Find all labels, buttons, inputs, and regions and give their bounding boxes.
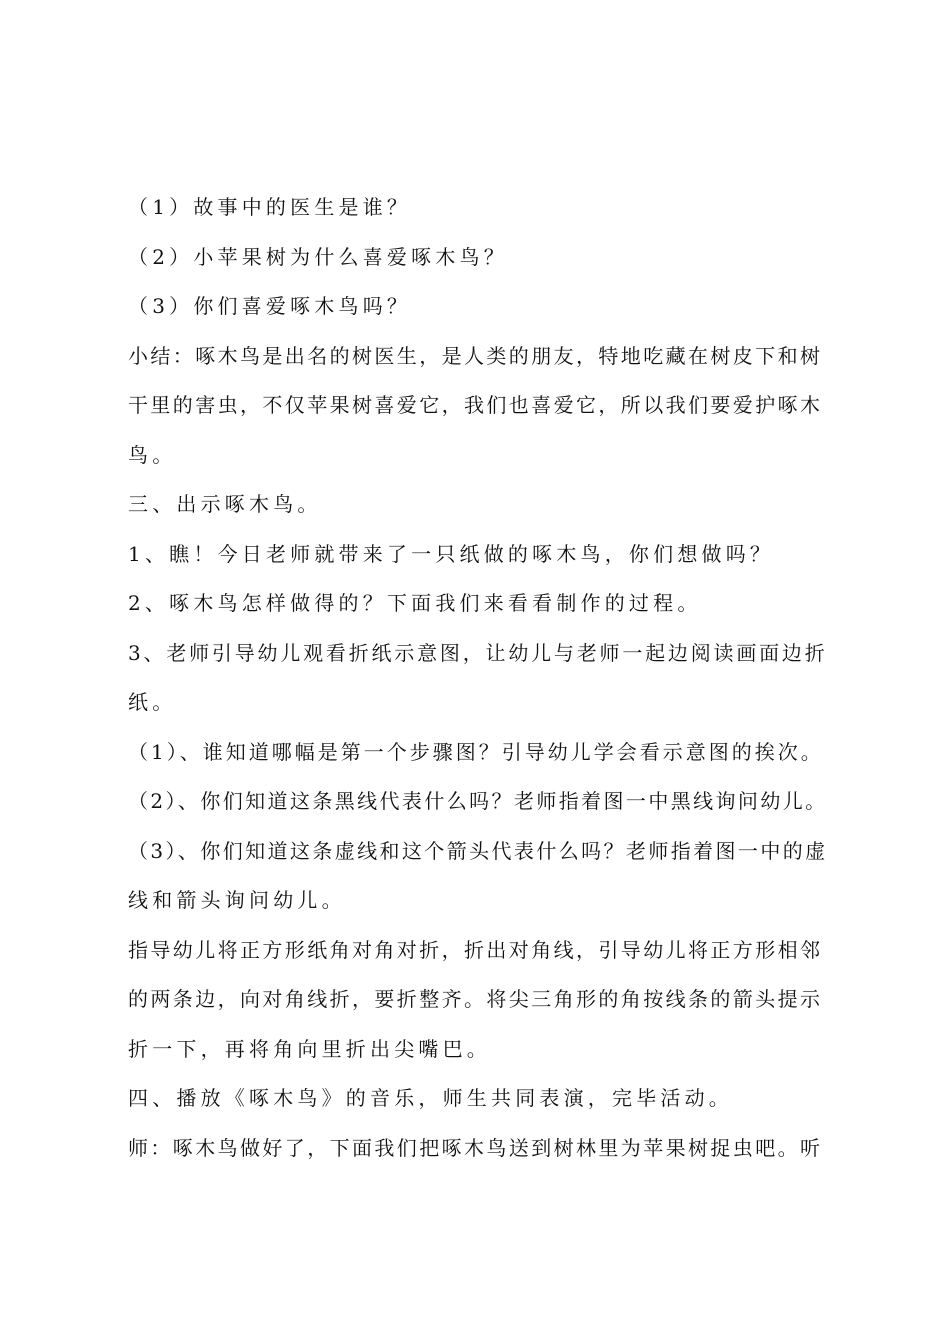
sub-question-2: （2）、你们知道这条黑线代表什么吗？老师指着图一中黑线询问幼儿。 [128, 789, 828, 813]
document-body [128, 183, 828, 1173]
summary-line-3: 鸟。 [128, 442, 177, 467]
instruction-line-1: 指导幼儿将正方形纸角对角对折，折出对角线，引导幼儿将正方形相邻 [128, 937, 823, 962]
sub-question-3-cont: 线和箭头询问幼儿。 [128, 888, 346, 912]
step-line-1: 1、瞧！今日老师就带来了一只纸做的啄木鸟，你们想做吗？ [128, 541, 775, 566]
section-heading-3: 三、出示啄木鸟。 [128, 492, 322, 516]
question-line-3: （3）你们喜爱啄木鸟吗？ [128, 294, 412, 318]
step-line-2: 2、啄木鸟怎样做得的？下面我们来看看制作的过程。 [128, 591, 702, 615]
summary-line-1: 小结：啄木鸟是出名的树医生，是人类的朋友，特地吃藏在树皮下和树 [128, 343, 823, 368]
teacher-line: 师：啄木鸟做好了，下面我们把啄木鸟送到树林里为苹果树捉虫吧。听 [128, 1135, 823, 1160]
sub-question-3: （3）、你们知道这条虚线和这个箭头代表什么吗？老师指着图一中的虚 [128, 838, 828, 863]
question-line-1: （1）故事中的医生是谁？ [128, 195, 412, 219]
sub-question-1: （1）、谁知道哪幅是第一个步骤图？引导幼儿学会看示意图的挨次。 [128, 739, 824, 764]
instruction-line-3: 折一下，再将角向里折出尖嘴巴。 [128, 1036, 491, 1061]
section-heading-4: 四、播放《啄木鸟》的音乐，师生共同表演，完毕活动。 [128, 1086, 733, 1110]
step-line-3-cont: 纸。 [128, 690, 177, 714]
summary-line-2: 干里的害虫，不仅苹果树喜爱它，我们也喜爱它，所以我们要爱护啄木 [128, 393, 823, 417]
question-line-2: （2）小苹果树为什么喜爱啄木鸟？ [128, 244, 508, 269]
instruction-line-2: 的两条边，向对角线折，要折整齐。将尖三角形的角按线条的箭头提示 [128, 987, 823, 1011]
step-line-3: 3、老师引导幼儿观看折纸示意图，让幼儿与老师一起边阅读画面边折 [128, 640, 828, 665]
